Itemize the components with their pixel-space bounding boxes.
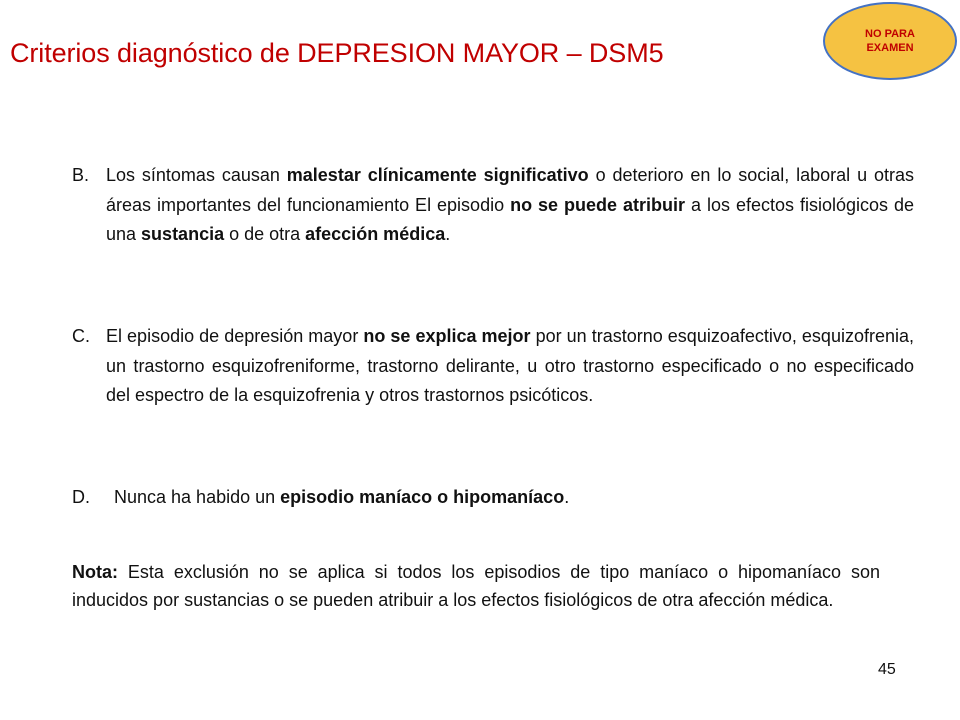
criterion-d-marker: D. bbox=[72, 487, 90, 507]
criterion-d-text: Nunca ha habido un episodio maníaco o hipomaníaco. bbox=[114, 487, 570, 507]
criterion-c-marker: C. bbox=[72, 326, 90, 346]
badge-line-1: NO PARA bbox=[865, 28, 915, 40]
badge-line-2: EXAMEN bbox=[866, 42, 914, 54]
criterion-c-text: El episodio de depresión mayor no se explica mejor por un trastorno esquizoafectivo, esquizofrenia, un trastorno esquizofreniforme, trastorno delirante, u otro trastorno especificado o no especificado del espectro de la esquizofrenia y otros trastornos psicóticos. bbox=[106, 326, 914, 405]
exclusion-note bbox=[72, 558, 880, 614]
slide-title: Criterios diagnóstico de DEPRESION MAYOR – DSM5 bbox=[10, 38, 664, 68]
no-para-examen-badge bbox=[823, 2, 957, 80]
exclusion-note-text: Nota: Esta exclusión no se aplica si todos los episodios de tipo maníaco o hipomaníaco son inducidos por sustancias o se pueden atribuir a los efectos fisiológicos de otra afección médica. bbox=[72, 562, 880, 610]
criterion-c bbox=[72, 322, 914, 411]
criterion-b bbox=[72, 161, 914, 250]
criterion-b-text: Los síntomas causan malestar clínicamente significativo o deterioro en lo social, laboral u otras áreas importantes del funcionamiento El episodio no se puede atribuir a los efectos fisiológicos de una sustancia o de otra afección médica. bbox=[106, 165, 915, 244]
page-number: 45 bbox=[878, 661, 896, 678]
criterion-d bbox=[72, 483, 914, 513]
criterion-b-marker: B. bbox=[72, 165, 90, 185]
